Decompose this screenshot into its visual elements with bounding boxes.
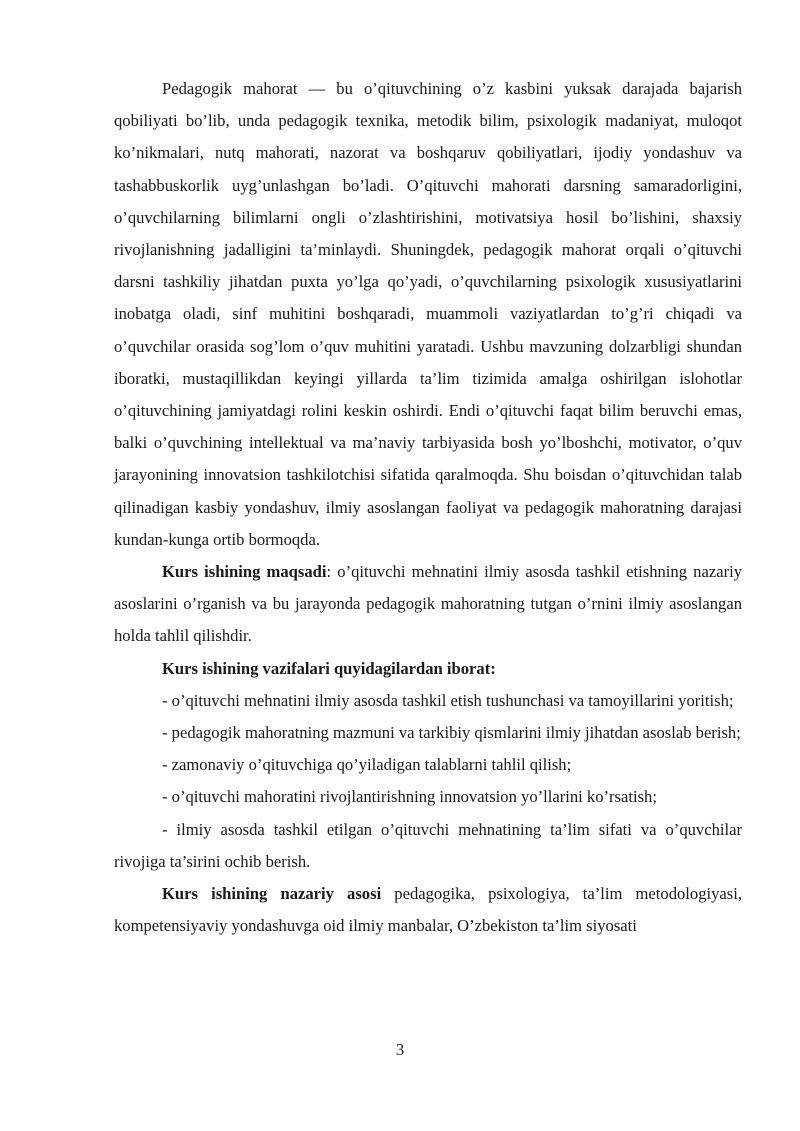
page-number: 3: [395, 1040, 405, 1059]
task-item: - ilmiy asosda tashkil etilgan o’qituvchi mehnatining ta’lim sifati va o’quvchilar rivojiga ta’sirini ochib berish.: [114, 819, 742, 871]
theory-text: pedagogika, psixologiya, ta’lim metodologiyasi, kompetensiyaviy yondashuvga oid ilmiy manbalar, O’zbekiston ta’lim siyosati: [114, 884, 742, 936]
task-item: - pedagogik mahoratning mazmuni va tarkibiy qismlarini ilmiy jihatdan asoslab berish;: [162, 723, 741, 743]
theory-label: Kurs ishining nazariy asosi: [162, 884, 382, 904]
goal-paragraph: [114, 556, 742, 653]
goal-text: : o’qituvchi mehnatini ilmiy asosda tashkil etishning nazariy asoslarini o’rganish va bu jarayonda pedagogik mahoratning tutgan o’rnini ilmiy asoslangan holda tahlil qilishdir.: [114, 562, 742, 646]
tasks-heading-text: Kurs ishining vazifalari quyidagilardan iborat:: [162, 658, 496, 678]
task-item: - o’qituvchi mahoratini rivojlantirishning innovatsion yo’llarini ko’rsatish;: [162, 787, 657, 807]
tasks-heading: [114, 653, 742, 685]
intro-paragraph: Pedagogik mahorat — bu o’qituvchining o’z kasbini yuksak darajada bajarish qobiliyati bo’lib, unda pedagogik texnika, metodik bilim, psixologik madaniyat, muloqot ko’nikmalari, nutq mahorati, nazorat va boshqaruv qobiliyatlari, ijodiy yondashuv va tashabbuskorlik uyg’unlashgan bo’ladi. O’qituvchi mahorati darsning samaradorligini, o’quvchilarning bilimlarni ongli o’zlashtirishini, motivatsiya hosil bo’lishini, shaxsiy rivojlanishning jadalligini ta’minlaydi. Shuningdek, pedagogik mahorat orqali o’qituvchi darsni tashkiliy jihatdan puxta yo’lga qo’yadi, o’quvchilarning psixologik xususiyatlarini inobatga oladi, sinf muhitini boshqaradi, muammoli vaziyatlardan to’g’ri chiqadi va o’quvchilar orasida sog’lom o’quv muhitini yaratadi. Ushbu mavzuning dolzarbligi shundan iboratki, mustaqillikdan keyingi yillarda ta’lim tizimida amalga oshirilgan islohotlar o’qituvchining jamiyatdagi rolini keskin oshirdi. Endi o’qituvchi faqat bilim beruvchi emas, balki o’quvchining intellektual va ma’naviy tarbiyasida bosh yo’lboshchi, motivator, o’quv jarayonining innovatsion tashkilotchisi sifatida qaralmoqda. Shu boisdan o’qituvchidan talab qilinadigan kasbiy yondashuv, ilmiy asoslangan faoliyat va pedagogik mahoratning darajasi kundan-kunga ortib bormoqda.: [114, 79, 742, 549]
document-body: [114, 73, 742, 942]
goal-label: Kurs ishining maqsadi: [162, 562, 327, 582]
task-item: - zamonaviy o’qituvchiga qo’yiladigan talablarni tahlil qilish;: [162, 755, 572, 775]
theory-paragraph: [114, 878, 742, 942]
task-item: - o’qituvchi mehnatini ilmiy asosda tashkil etish tushunchasi va tamoyillarini yoritish;: [162, 690, 734, 710]
